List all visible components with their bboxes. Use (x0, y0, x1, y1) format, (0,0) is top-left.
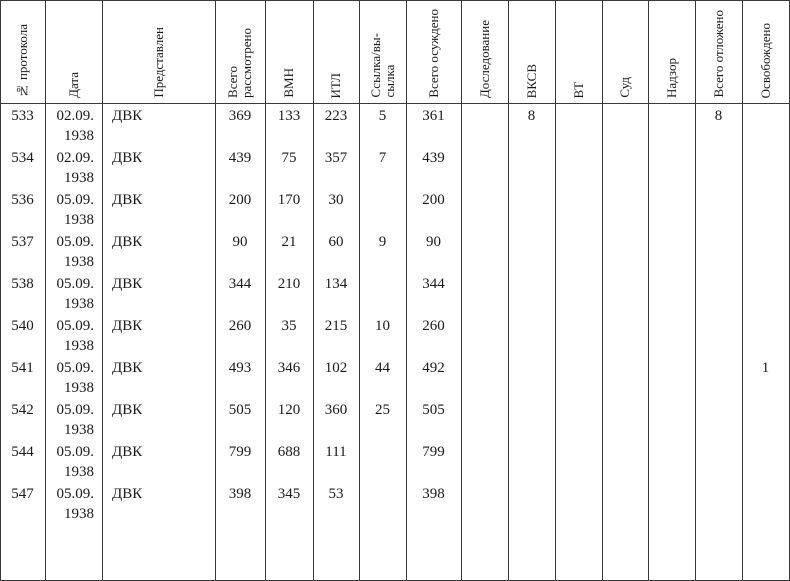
cell-no: 540 (11, 318, 34, 334)
cell-vksv: 8 (527, 108, 536, 124)
cell-date-year: 1938 (64, 380, 94, 396)
header-court (602, 6, 648, 98)
cell-itl: 30 (328, 192, 344, 208)
header-supervision-label: Надзор (663, 58, 679, 98)
cell-date-day: 05.09. (56, 444, 94, 460)
header-vt (555, 6, 602, 98)
cell-no: 538 (11, 276, 34, 292)
cell-itl: 102 (324, 360, 348, 376)
cell-released: 1 (761, 360, 770, 376)
header-supervision (648, 6, 695, 98)
cell-vmn: 35 (281, 318, 297, 334)
cell-date-day: 05.09. (56, 234, 94, 250)
header-date-label: Дата (65, 72, 81, 98)
cell-postponed: 8 (714, 108, 723, 124)
cell-convicted: 505 (422, 402, 445, 418)
cell-convicted: 492 (422, 360, 445, 376)
header-total-considered-label: Всего рассмотрено (225, 28, 254, 98)
cell-vmn: 75 (281, 150, 297, 166)
header-further-investigation-label: Доследование (476, 19, 492, 98)
cell-itl: 60 (328, 234, 344, 250)
cell-date-year: 1938 (64, 464, 94, 480)
cell-exile: 44 (375, 360, 390, 376)
cell-no: 536 (11, 192, 34, 208)
cell-date-year: 1938 (64, 212, 94, 228)
cell-date-day: 05.09. (56, 276, 94, 292)
cell-vmn: 346 (277, 360, 301, 376)
cell-no: 547 (11, 486, 34, 502)
header-released (742, 6, 789, 98)
cell-total: 90 (232, 234, 248, 250)
grid-line (0, 0, 790, 1)
cell-date-year: 1938 (64, 170, 94, 186)
cell-presented: ДВК (112, 192, 143, 208)
cell-presented: ДВК (112, 276, 143, 292)
cell-presented: ДВК (112, 318, 143, 334)
cell-convicted: 90 (426, 234, 441, 250)
cell-itl: 357 (324, 150, 348, 166)
cell-presented: ДВК (112, 234, 143, 250)
header-vmn-label: ВМН (281, 68, 296, 98)
cell-exile: 10 (375, 318, 390, 334)
cell-itl: 215 (324, 318, 348, 334)
cell-total: 799 (228, 444, 252, 460)
header-vt-label: ВТ (570, 81, 586, 98)
cell-exile: 9 (378, 234, 387, 250)
cell-presented: ДВК (112, 444, 143, 460)
cell-no: 542 (11, 402, 34, 418)
header-protocol-no (0, 6, 45, 98)
cell-itl: 53 (328, 486, 344, 502)
header-court-label: Суд (617, 77, 632, 98)
header-vmn (265, 6, 313, 98)
cell-exile: 25 (375, 402, 390, 418)
cell-no: 534 (11, 150, 34, 166)
header-total-postponed-label: Всего отложено (710, 10, 726, 98)
cell-itl: 223 (324, 108, 348, 124)
header-presented (102, 6, 215, 98)
header-further-investigation (461, 6, 508, 98)
cell-vmn: 210 (277, 276, 301, 292)
cell-exile: 5 (378, 108, 387, 124)
header-total-postponed (695, 6, 742, 98)
cell-vmn: 133 (277, 108, 301, 124)
cell-presented: ДВК (112, 360, 143, 376)
cell-convicted: 344 (422, 276, 445, 292)
cell-total: 398 (228, 486, 252, 502)
cell-no: 533 (11, 108, 34, 124)
cell-presented: ДВК (112, 150, 143, 166)
cell-vmn: 345 (277, 486, 301, 502)
cell-date-day: 02.09. (56, 108, 94, 124)
header-protocol-no-label: № протокола (14, 23, 30, 98)
cell-presented: ДВК (112, 402, 143, 418)
cell-convicted: 398 (422, 486, 445, 502)
cell-no: 544 (11, 444, 34, 460)
cell-total: 439 (228, 150, 252, 166)
header-exile (359, 6, 406, 98)
cell-date-year: 1938 (64, 506, 94, 522)
cell-convicted: 361 (422, 108, 445, 124)
cell-vmn: 120 (277, 402, 301, 418)
cell-date-day: 05.09. (56, 486, 94, 502)
cell-convicted: 260 (422, 318, 445, 334)
header-total-convicted-label: Всего осуждено (425, 9, 441, 98)
cell-no: 537 (11, 234, 34, 250)
header-vksv-label: ВКСВ (523, 63, 539, 98)
cell-vmn: 170 (277, 192, 301, 208)
header-total-convicted (406, 6, 461, 98)
cell-itl: 360 (324, 402, 348, 418)
cell-no: 541 (11, 360, 34, 376)
header-itl (313, 6, 359, 98)
cell-total: 369 (228, 108, 252, 124)
header-presented-label: Представлен (150, 27, 166, 98)
cell-total: 505 (228, 402, 252, 418)
cell-date-day: 05.09. (56, 192, 94, 208)
cell-date-day: 05.09. (56, 318, 94, 334)
header-date (45, 6, 102, 98)
cell-date-day: 05.09. (56, 402, 94, 418)
cell-convicted: 200 (422, 192, 445, 208)
cell-total: 260 (228, 318, 252, 334)
cell-convicted: 439 (422, 150, 445, 166)
cell-date-year: 1938 (64, 296, 94, 312)
cell-date-year: 1938 (64, 254, 94, 270)
cell-date-day: 02.09. (56, 150, 94, 166)
header-itl-label: ИТЛ (328, 72, 343, 98)
cell-date-year: 1938 (64, 422, 94, 438)
cell-vmn: 688 (277, 444, 301, 460)
header-released-label: Освобождено (757, 22, 773, 98)
cell-itl: 134 (324, 276, 348, 292)
cell-vmn: 21 (281, 234, 297, 250)
cell-date-year: 1938 (64, 128, 94, 144)
cell-total: 493 (228, 360, 252, 376)
cell-date-year: 1938 (64, 338, 94, 354)
cell-total: 344 (228, 276, 252, 292)
header-vksv (508, 6, 555, 98)
cell-total: 200 (228, 192, 252, 208)
cell-presented: ДВК (112, 108, 143, 124)
cell-presented: ДВК (112, 486, 143, 502)
cell-exile: 7 (378, 150, 387, 166)
cell-itl: 111 (325, 444, 347, 460)
header-exile-label: Ссылка/вы- сылка (367, 33, 397, 98)
cell-date-day: 05.09. (56, 360, 94, 376)
grid-line (0, 103, 790, 104)
cell-convicted: 799 (422, 444, 445, 460)
header-total-considered (215, 6, 265, 98)
